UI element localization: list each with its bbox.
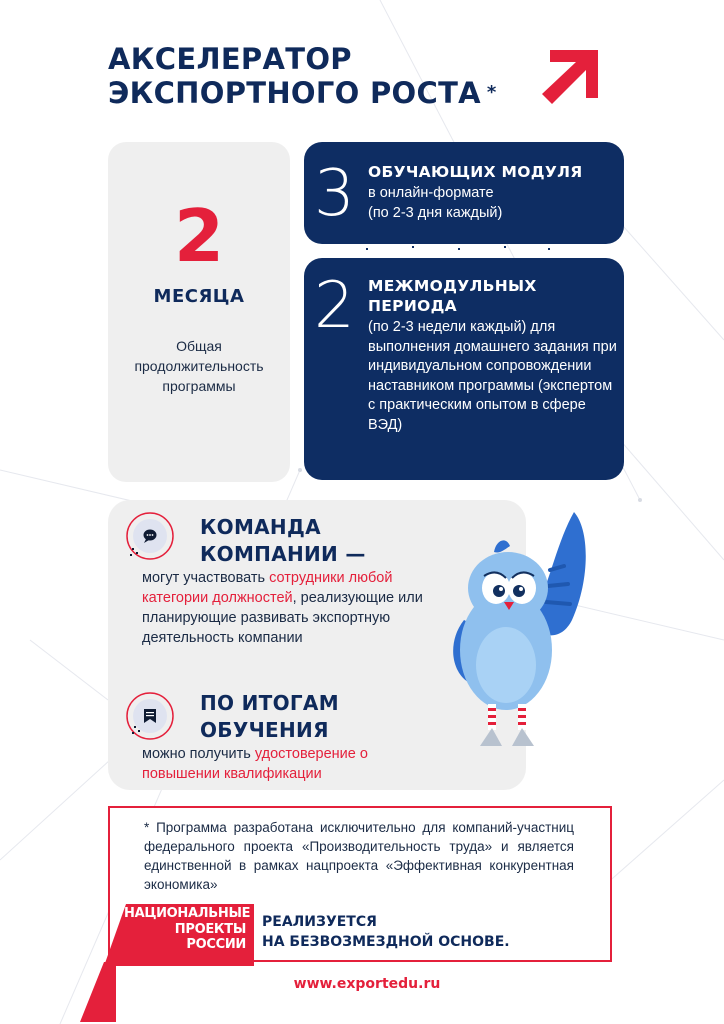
footnote-text: * Программа разработана исключительно для компаний-участниц федерального проекта «Производительность труда» и является единственной в рамках нацпроекта «Эффективная конкурентная экономика» — [144, 820, 574, 892]
national-projects-line-2: ПРОЕКТЫ — [174, 921, 246, 937]
modules-count: 3 — [314, 157, 355, 231]
modules-text-line-2: (по 2-3 дня каждый) — [368, 204, 503, 221]
owl-mascot-icon — [440, 500, 590, 760]
free-basis-text — [262, 912, 542, 952]
duration-value: 2 — [173, 194, 225, 278]
results-text — [142, 744, 442, 784]
national-projects-line-3: РОССИИ — [186, 937, 246, 952]
results-text-highlight: удостоверение о повышении квалификации — [142, 746, 368, 782]
periods-heading-line-2: ПЕРИОДА — [368, 297, 457, 315]
certificate-icon — [124, 690, 176, 742]
duration-description: Общая продолжительность программы — [134, 338, 264, 394]
duration-card — [108, 142, 290, 482]
team-heading-line-2: КОМПАНИИ — — [200, 542, 366, 566]
page-title — [108, 42, 528, 110]
national-projects-line-1: НАЦИОНАЛЬНЫЕ — [124, 906, 251, 921]
results-heading-line-1: ПО ИТОГАМ — [200, 691, 339, 715]
periods-text: (по 2-3 недели каждый) для выполнения домашнего задания при индивидуальном сопровождении наставником программы (экспертом с практическим опытом в сфере ВЭД) — [368, 319, 617, 433]
title-line-2-text: ЭКСПОРТНОГО РОСТА — [108, 76, 481, 110]
periods-heading-line-1: МЕЖМОДУЛЬНЫХ — [368, 277, 537, 295]
title-line-2 — [108, 76, 528, 110]
dotted-separator — [308, 236, 598, 256]
free-basis-line-2: НА БЕЗВОЗМЕЗДНОЙ ОСНОВЕ. — [262, 934, 510, 950]
title-line-1: АКСЕЛЕРАТОР — [108, 42, 352, 76]
free-basis-line-1: РЕАЛИЗУЕТСЯ — [262, 914, 377, 930]
national-projects-text — [124, 906, 251, 953]
modules-text-line-1: в онлайн-формате — [368, 185, 494, 201]
website-link[interactable]: www.exportedu.ru — [293, 976, 441, 992]
corner-triangle-decor — [80, 962, 116, 1022]
results-heading — [200, 690, 440, 744]
team-heading — [200, 514, 440, 568]
periods-heading — [368, 276, 618, 316]
team-text-before: могут участвовать — [142, 570, 270, 586]
asterisk-mark: * — [486, 82, 497, 103]
duration-unit: МЕСЯЦА — [153, 286, 245, 307]
arrow-logo-icon — [540, 44, 602, 106]
modules-text — [368, 184, 618, 223]
team-heading-line-1: КОМАНДА — [200, 515, 321, 539]
team-text — [142, 568, 452, 648]
results-text-before: можно получить — [142, 746, 255, 762]
modules-heading: ОБУЧАЮЩИХ МОДУЛЯ — [368, 163, 583, 181]
periods-count: 2 — [314, 269, 355, 343]
results-heading-line-2: ОБУЧЕНИЯ — [200, 718, 329, 742]
chat-bubble-icon — [124, 510, 176, 562]
team-text-after: , реализующие или планирующие развивать экспортную деятельность компании — [142, 590, 423, 646]
team-text-highlight: сотрудники любой категории должностей — [142, 570, 393, 606]
